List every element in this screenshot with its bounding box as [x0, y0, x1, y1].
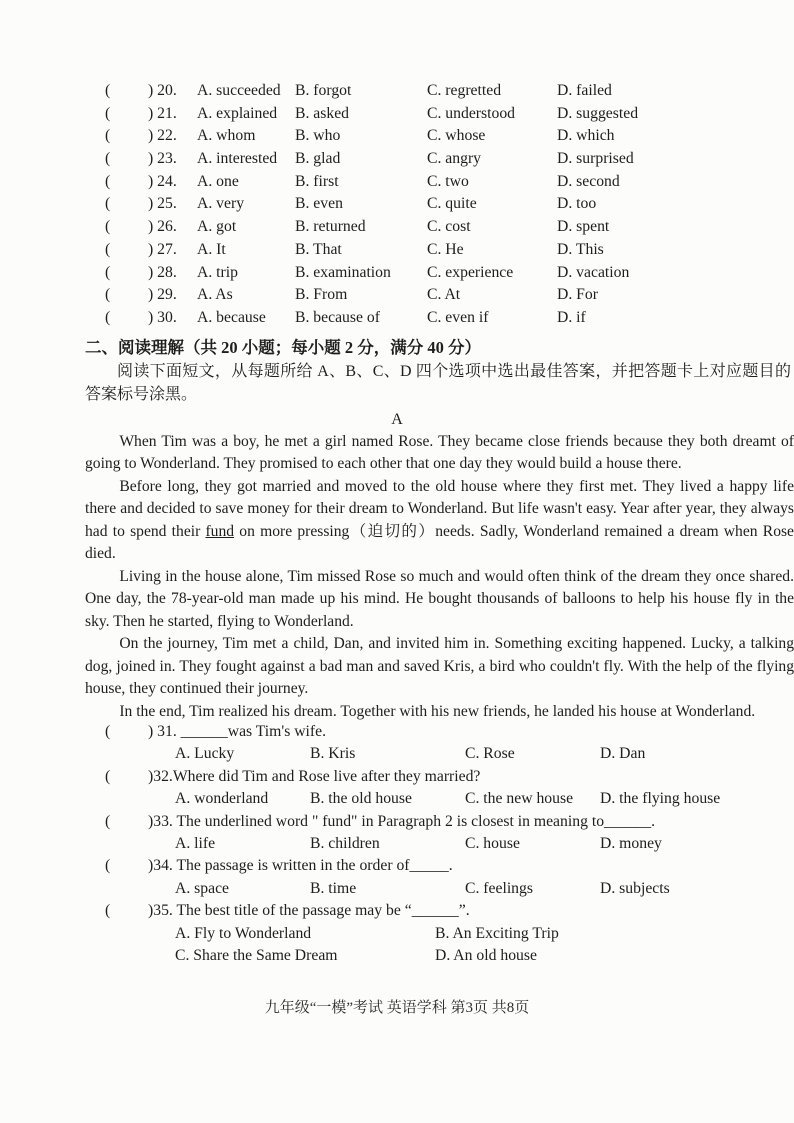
option-a: A. very — [197, 195, 245, 213]
option-a: A. Fly to Wonderland — [175, 924, 312, 942]
option-c: C. He — [427, 240, 464, 258]
answer-paren: ( — [105, 857, 111, 875]
question-35-stem — [0, 902, 794, 924]
question-number: ) 24. — [148, 172, 177, 190]
option-c: C. house — [465, 835, 520, 853]
question-32-options — [0, 790, 794, 812]
option-b: B. the old house — [310, 790, 412, 808]
cloze-row-29 — [0, 286, 794, 309]
answer-paren: ( — [105, 723, 111, 741]
option-a: A. trip — [197, 263, 238, 281]
cloze-row-23 — [0, 150, 794, 173]
option-d: D. too — [557, 195, 597, 213]
option-c: C. Share the Same Dream — [175, 947, 338, 965]
option-b: B. forgot — [295, 82, 352, 99]
option-c: C. the new house — [465, 790, 574, 808]
passage-paragraph-2 — [85, 476, 794, 566]
cloze-row-26 — [0, 218, 794, 241]
option-d: D. the flying house — [600, 790, 721, 808]
question-number: ) 28. — [148, 263, 177, 281]
cloze-row-22 — [0, 127, 794, 150]
option-c: C. even if — [427, 308, 489, 326]
question-stem-text: )35. The best title of the passage may be “______”. — [148, 902, 470, 920]
option-a: A. one — [197, 172, 239, 190]
option-d: D. spent — [557, 218, 610, 236]
answer-paren: ( — [105, 172, 111, 190]
option-c: C. regretted — [427, 82, 502, 99]
answer-paren: ( — [105, 218, 111, 236]
option-d: D. suggested — [557, 104, 639, 122]
answer-paren: ( — [105, 767, 111, 785]
option-a: A. succeeded — [197, 82, 281, 99]
question-stem-text: )34. The passage is written in the order of_____. — [148, 857, 453, 875]
option-d: D. For — [557, 286, 598, 304]
option-a: A. It — [197, 240, 226, 258]
cloze-row-20 — [0, 82, 794, 105]
question-number: ) 29. — [148, 286, 177, 304]
section-instructions: 阅读下面短文，从每题所给 A、B、C、D 四个选项中选出最佳答案，并把答题卡上对应题目的答案标号涂黑。 — [85, 362, 791, 404]
paragraph-2-pre: Before long, they got married and moved to the old house where they first met. They lived a happy life there and decided to save money for their dream to Wonderland. But life wasn't easy. Year after year, they always had to spend their — [85, 477, 794, 540]
option-b: B. who — [295, 127, 341, 145]
underlined-word-fund: fund — [205, 522, 235, 540]
option-b: B. glad — [295, 150, 341, 168]
reading-passage — [85, 431, 794, 724]
option-c: C. feelings — [465, 879, 533, 897]
option-b: B. Kris — [310, 745, 356, 763]
answer-paren: ( — [105, 286, 111, 304]
option-b: B. That — [295, 240, 342, 258]
question-34-stem — [0, 857, 794, 879]
option-c: C. Rose — [465, 745, 515, 763]
answer-paren: ( — [105, 263, 111, 281]
option-d: D. money — [600, 835, 662, 853]
passage-paragraph-5: In the end, Tim realized his dream. Together with his new friends, he landed his house at Wonderland. — [119, 702, 756, 720]
question-stem-text: )33. The underlined word " fund" in Paragraph 2 is closest in meaning to______. — [148, 812, 656, 830]
option-b: B. returned — [295, 218, 366, 236]
option-a: A. space — [175, 879, 230, 897]
answer-paren: ( — [105, 812, 111, 830]
option-a: A. interested — [197, 150, 278, 168]
option-d: D. which — [557, 127, 615, 145]
passage-paragraph-1: When Tim was a boy, he met a girl named Rose. They became close friends because they both dreamt of going to Wonderland. They promised to each other that one day they would build a house there. — [85, 432, 794, 473]
option-d: D. surprised — [557, 150, 634, 168]
passage-label: A — [391, 410, 403, 428]
answer-paren: ( — [105, 150, 111, 168]
question-33-options — [0, 835, 794, 857]
cloze-row-25 — [0, 195, 794, 218]
question-number: ) 22. — [148, 127, 177, 145]
answer-paren: ( — [105, 82, 111, 99]
passage-paragraph-4: On the journey, Tim met a child, Dan, and invited him in. Something exciting happened. Lucky, a talking dog, joined in. They fought against a bad man and saved Kris, a bird who couldn't fly. With the help of the flying house, they continued their journey. — [85, 635, 794, 698]
question-number: ) 30. — [148, 308, 177, 326]
option-c: C. quite — [427, 195, 477, 213]
option-c: C. angry — [427, 150, 482, 168]
reading-questions-block — [0, 723, 794, 970]
cloze-row-28 — [0, 264, 794, 287]
page-footer: 九年级“一模”考试 英语学科 第3页 共8页 — [264, 1000, 530, 1017]
question-32-stem — [0, 768, 794, 790]
option-c: C. At — [427, 286, 461, 304]
option-a: A. wonderland — [175, 790, 269, 808]
cloze-row-30 — [0, 309, 794, 332]
option-b: B. children — [310, 835, 380, 853]
answer-paren: ( — [105, 127, 111, 145]
option-a: A. because — [197, 308, 266, 326]
question-number: ) 20. — [148, 82, 177, 99]
cloze-row-21 — [0, 105, 794, 128]
option-a: A. got — [197, 218, 237, 236]
option-d: D. second — [557, 172, 620, 190]
question-35-options-cd — [0, 947, 794, 970]
option-b: B. first — [295, 172, 339, 190]
option-b: B. From — [295, 286, 348, 304]
option-d: D. Dan — [600, 745, 646, 763]
option-b: B. because of — [295, 308, 380, 326]
option-d: D. if — [557, 308, 586, 326]
option-c: C. two — [427, 172, 469, 190]
question-number: ) 21. — [148, 104, 177, 122]
option-c: C. understood — [427, 104, 516, 122]
option-a: A. Lucky — [175, 745, 235, 763]
option-a: A. whom — [197, 127, 256, 145]
question-34-options — [0, 880, 794, 902]
answer-paren: ( — [105, 308, 111, 326]
section-heading: 二、阅读理解（共 20 小题；每小题 2 分，满分 40 分） — [85, 337, 481, 357]
cloze-options-block — [0, 82, 794, 332]
option-b: B. An Exciting Trip — [435, 924, 559, 942]
option-a: A. life — [175, 835, 216, 853]
answer-paren: ( — [105, 240, 111, 258]
cloze-row-24 — [0, 173, 794, 196]
question-number: ) 27. — [148, 240, 177, 258]
option-d: D. vacation — [557, 263, 630, 281]
option-d: D. subjects — [600, 879, 670, 897]
option-b: B. time — [310, 879, 357, 897]
option-d: D. An old house — [435, 947, 537, 965]
option-a: A. As — [197, 286, 233, 304]
question-35-options-ab — [0, 925, 794, 948]
question-stem-text: )32.Where did Tim and Rose live after they married? — [148, 767, 481, 785]
option-a: A. explained — [197, 104, 278, 122]
answer-paren: ( — [105, 104, 111, 122]
answer-paren: ( — [105, 195, 111, 213]
option-c: C. whose — [427, 127, 486, 145]
question-number: ) 26. — [148, 218, 177, 236]
passage-paragraph-3: Living in the house alone, Tim missed Rose so much and would often think of the dream they once shared. One day, the 78-year-old man made up his mind. He bought thousands of balloons to help his house fly in the sky. Then he started, flying to Wonderland. — [85, 567, 794, 630]
option-c: C. cost — [427, 218, 471, 236]
option-c: C. experience — [427, 263, 514, 281]
paragraph-2-post: on more pressing（迫切的）needs. Sadly, Wonderland remained a dream when Rose died. — [85, 522, 794, 563]
option-b: B. even — [295, 195, 343, 213]
option-d: D. failed — [557, 82, 612, 99]
question-stem-text: ) 31. ______was Tim's wife. — [148, 723, 327, 741]
question-31-options — [0, 745, 794, 767]
question-33-stem — [0, 813, 794, 835]
cloze-row-27 — [0, 241, 794, 264]
answer-paren: ( — [105, 902, 111, 920]
option-b: B. examination — [295, 263, 391, 281]
option-b: B. asked — [295, 104, 350, 122]
question-31-stem — [0, 723, 794, 745]
question-number: ) 25. — [148, 195, 177, 213]
option-d: D. This — [557, 240, 604, 258]
question-number: ) 23. — [148, 150, 177, 168]
